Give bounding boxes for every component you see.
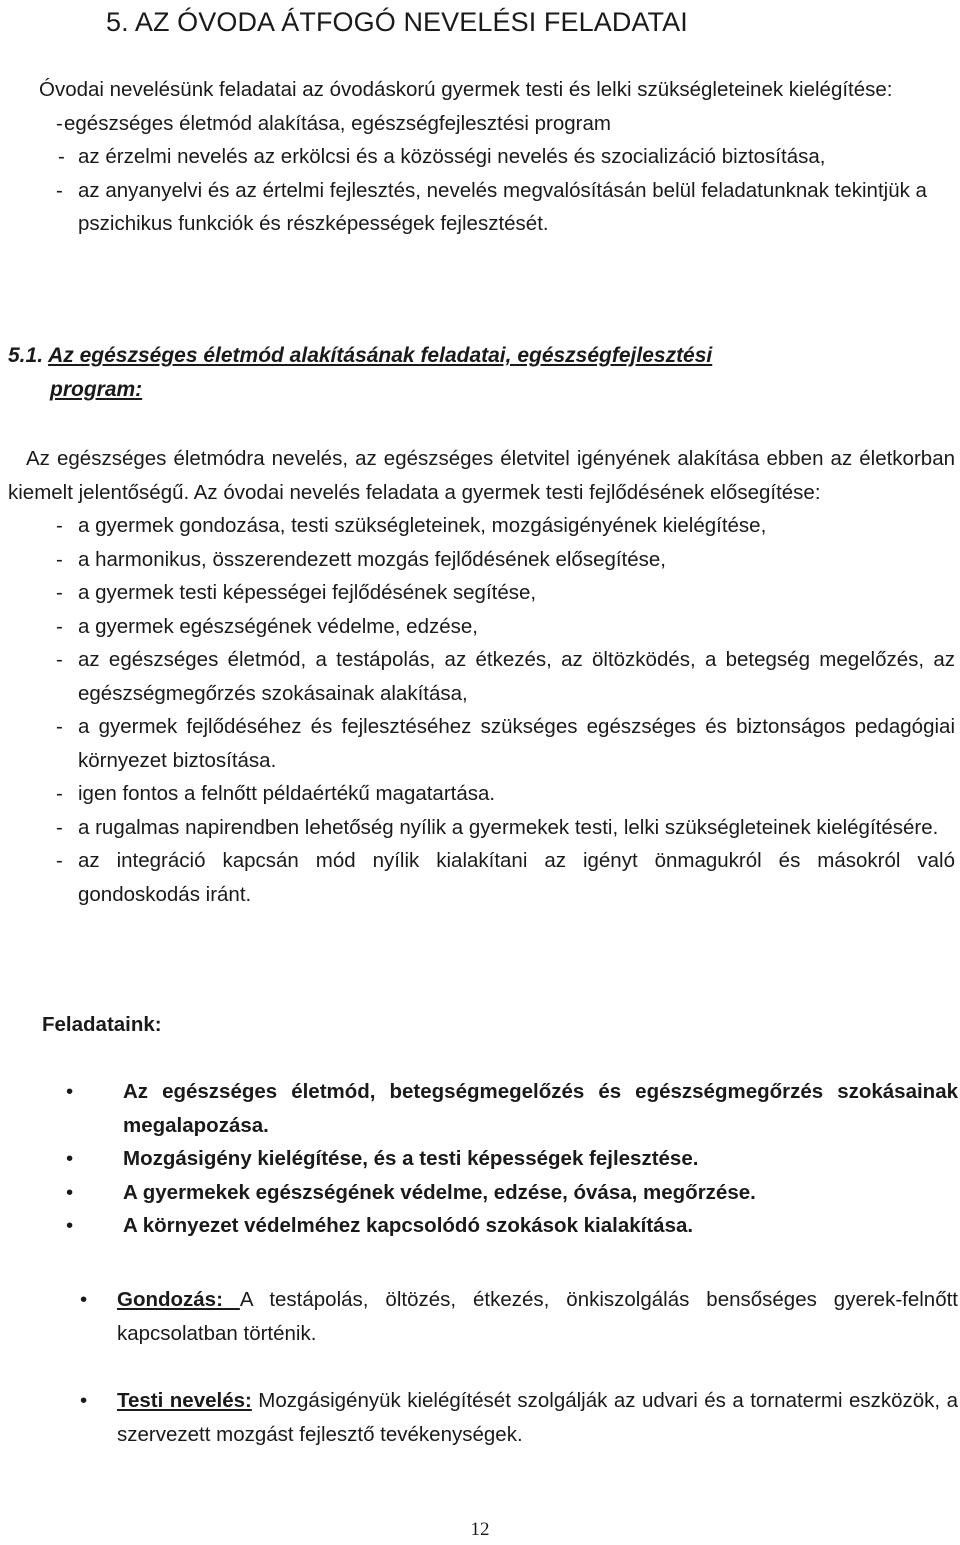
list-item-text: a rugalmas napirendben lehetőség nyílik a gyermekek testi, lelki szükségleteinek kielégítésére. (78, 815, 939, 839)
list-item (0, 1075, 958, 1142)
list-item-text: a gyermek egészségének védelme, edzése, (78, 614, 478, 638)
list-item-text: a gyermek gondozása, testi szükségleteinek, mozgásigényének kielégítése, (78, 514, 767, 537)
section-heading (8, 339, 953, 406)
dash-marker: - (56, 849, 63, 872)
dash-marker: - (56, 581, 63, 604)
physical-education-list (0, 1384, 958, 1451)
list-item-text: A gyermekek egészségének védelme, edzése, óvása, megőrzése. (123, 1180, 756, 1204)
list-item-text: a harmonikus, összerendezett mozgás fejlődésének elősegítése, (78, 547, 667, 571)
chapter-title: 5. AZ ÓVODA ÁTFOGÓ NEVELÉSI FELADATAI (106, 7, 688, 37)
section-list (8, 509, 955, 911)
list-item (8, 811, 955, 845)
dash-marker: - (56, 614, 63, 638)
list-item (8, 844, 955, 911)
list-item (8, 610, 955, 644)
list-item (0, 1283, 958, 1350)
list-item-text: az anyanyelvi és az értelmi fejlesztés, nevelés megvalósításán belül feladatunknak tekintjük a pszichikus funkciók és részképességek fejlesztését. (78, 178, 927, 235)
list-item-text: a gyermek testi képességei fejlődésének segítése, (78, 581, 537, 604)
list-item (8, 509, 955, 543)
list-item (0, 1142, 958, 1176)
list-item (8, 777, 955, 811)
dash-marker: - (56, 715, 63, 738)
dash-marker: - (56, 815, 63, 839)
list-item-text: az integráció kapcsán mód nyílik kialakítani az igényt önmagukról és másokról való gondoskodás iránt. (78, 849, 955, 906)
dash-marker: - (56, 178, 63, 202)
list-item (8, 710, 955, 777)
section-heading-line2: program: (50, 377, 143, 401)
list-item (0, 1209, 958, 1243)
intro-paragraph: Óvodai nevelésünk feladatai az óvodáskorú gyermek testi és lelki szükségleteinek kielégítése: (39, 78, 893, 101)
list-item (0, 1176, 958, 1210)
dash-marker: - (56, 648, 63, 671)
list-item-text: egészséges életmód alakítása, egészségfejlesztési program (64, 111, 611, 135)
care-text: A testápolás, öltözés, étkezés, önkiszolgálás bensőséges gyerek-felnőtt kapcsolatban történik. (117, 1288, 959, 1345)
physical-education-label: Testi nevelés: (117, 1389, 252, 1412)
intro-list (8, 107, 953, 241)
list-item (8, 576, 955, 610)
dash-marker: - (56, 547, 63, 571)
care-list (0, 1283, 958, 1350)
list-item-text: A környezet védelméhez kapcsolódó szokások kialakítása. (123, 1214, 694, 1237)
intro-block (8, 73, 953, 241)
bullet-icon: • (80, 1288, 88, 1311)
section-body (8, 442, 955, 911)
bullet-icon: • (66, 1080, 74, 1103)
list-item (8, 543, 955, 577)
physical-education-text: Mozgásigényük kielégítését szolgálják az udvari és a tornatermi eszközök, a szervezett mozgást fejlesztő tevékenységek. (117, 1389, 958, 1446)
section-paragraph: Az egészséges életmódra nevelés, az egészséges életvitel igényének alakítása ebben az életkorban kiemelt jelentőségű. Az óvodai nevelés feladata a gyermek testi fejlődésének elősegítése: (8, 447, 955, 504)
bullet-icon: • (80, 1389, 88, 1412)
dash-marker: - (56, 111, 63, 135)
bullet-icon: • (66, 1214, 74, 1237)
list-item-text: igen fontos a felnőtt példaértékű magatartása. (78, 782, 496, 805)
list-item (8, 174, 953, 241)
bullet-icon: • (66, 1180, 74, 1204)
dash-marker: - (58, 145, 65, 168)
list-item (0, 1384, 958, 1451)
dash-marker: - (56, 782, 63, 805)
page-number: 12 (470, 1519, 490, 1540)
bullet-icon: • (66, 1147, 74, 1170)
list-item (8, 107, 953, 141)
list-item (8, 140, 953, 174)
list-item-text: Az egészséges életmód, betegségmegelőzés és egészségmegőrzés szokásainak megalapozása. (123, 1080, 958, 1137)
list-item-text: az érzelmi nevelés az erkölcsi és a közösségi nevelés és szocializáció biztosítása, (78, 145, 826, 168)
list-item-text: a gyermek fejlődéséhez és fejlesztéséhez szükséges egészséges és biztonságos pedagógiai környezet biztosítása. (78, 715, 955, 772)
tasks-heading: Feladataink: (42, 1013, 162, 1036)
tasks-list (0, 1075, 958, 1243)
list-item-text: Mozgásigény kielégítése, és a testi képességek fejlesztése. (123, 1147, 699, 1170)
section-heading-line1: Az egészséges életmód alakításának feladatai, egészségfejlesztési (48, 344, 713, 367)
dash-marker: - (56, 514, 63, 537)
list-item (8, 643, 955, 710)
list-item-text: az egészséges életmód, a testápolás, az étkezés, az öltözködés, a betegség megelőzés, az egészségmegőrzés szokásainak alakítása, (78, 648, 955, 705)
care-label: Gondozás: (117, 1288, 240, 1311)
section-number: 5.1. (8, 344, 44, 367)
